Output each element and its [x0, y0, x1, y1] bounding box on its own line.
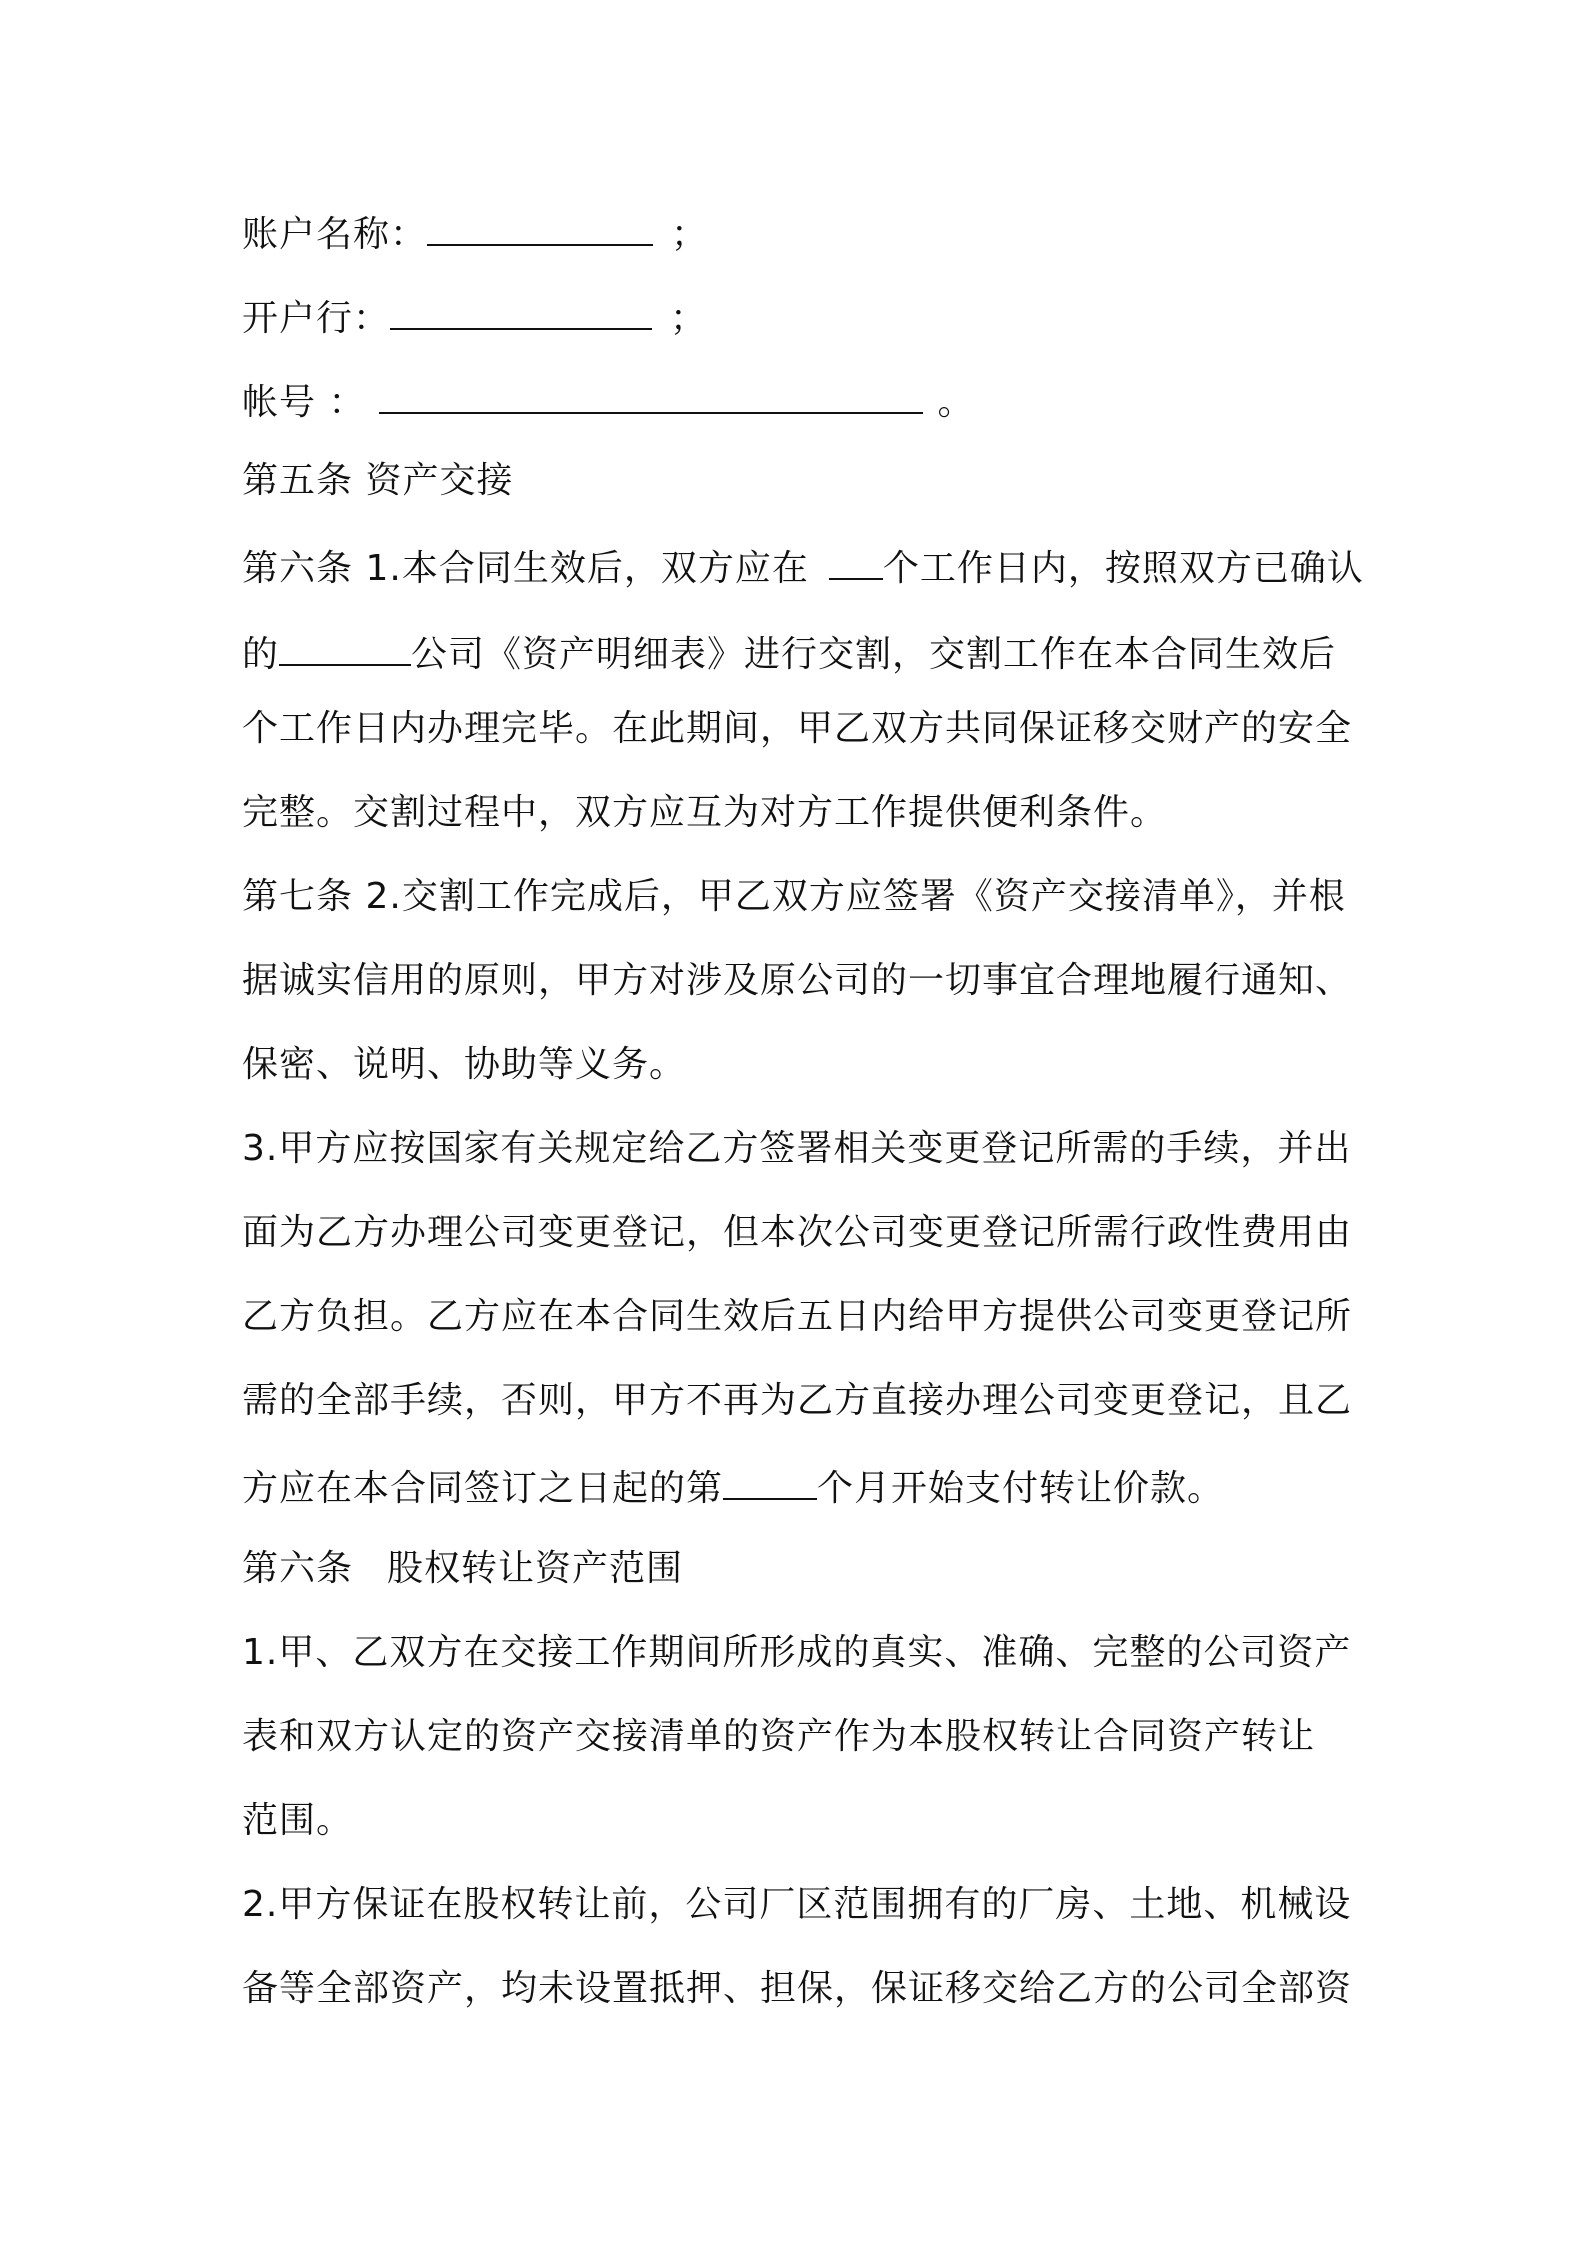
article6b-c2-text2: 备等全部资产，均未设置抵押、担保，保证移交给乙方的公司全部资	[242, 1968, 1353, 2009]
account-number-end: 。	[937, 382, 975, 423]
article6a-line2	[242, 626, 1336, 676]
account-name-end: ；	[671, 214, 709, 255]
article5-line	[242, 456, 513, 506]
article6a-line3	[242, 704, 1352, 754]
article6a-text2a: 的	[242, 634, 280, 675]
article5-heading: 第五条	[242, 460, 354, 501]
article6b-line	[242, 1544, 683, 1594]
clause3-line4	[242, 1376, 1352, 1426]
account-name-label: 账户名称：	[242, 214, 428, 255]
clause3-text5a: 方应在本合同签订之日起的第	[242, 1468, 724, 1509]
account-number-blank	[379, 374, 923, 414]
workdays-blank	[829, 540, 883, 580]
article6a-text4: 完整。交割过程中，双方应互为对方工作提供便利条件。	[242, 792, 1168, 833]
article6b-c1-line1	[242, 1628, 1351, 1678]
article6b-c1-text2: 表和双方认定的资产交接清单的资产作为本股权转让合同资产转让	[242, 1716, 1316, 1757]
bank-end: ；	[670, 298, 708, 339]
article7-text1: 2.交割工作完成后，甲乙双方应签署《资产交接清单》，并根	[365, 876, 1346, 917]
clause3-text1: 3.甲方应按国家有关规定给乙方签署相关变更登记所需的手续，并出	[242, 1128, 1352, 1169]
article6a-line1	[242, 540, 1364, 590]
article6a-text1b: 个工作日内，按照双方已确认	[882, 548, 1364, 589]
clause3-line3	[242, 1292, 1352, 1342]
article6b-c2-line2	[242, 1964, 1352, 2014]
bank-label: 开户行：	[242, 298, 391, 339]
article6a-text3: 个工作日内办理完毕。在此期间，甲乙双方共同保证移交财产的安全	[242, 708, 1353, 749]
article6b-c1-text3: 范围。	[242, 1800, 354, 1841]
bank-blank	[390, 290, 652, 330]
clause3-line1	[242, 1124, 1351, 1174]
article6b-c1-line2	[242, 1712, 1315, 1762]
article6b-c1-text1: 1.甲、乙双方在交接工作期间所形成的真实、准确、完整的公司资产	[242, 1632, 1352, 1673]
account-number-label: 帐号 ：	[242, 382, 366, 423]
article6b-title: 股权转让资产范围	[387, 1548, 684, 1589]
article6a-text2b: 公司《资产明细表》进行交割，交割工作在本合同生效后	[411, 634, 1337, 675]
article7-text2: 据诚实信用的原则，甲方对涉及原公司的一切事宜合理地履行通知、	[242, 960, 1353, 1001]
clause3-text3: 乙方负担。乙方应在本合同生效后五日内给甲方提供公司变更登记所	[242, 1296, 1353, 1337]
clause3-text5b: 个月开始支付转让价款。	[817, 1468, 1225, 1509]
clause3-text2: 面为乙方办理公司变更登记，但本次公司变更登记所需行政性费用由	[242, 1212, 1353, 1253]
article6a-heading: 第六条	[242, 548, 354, 589]
article7-heading: 第七条	[242, 876, 354, 917]
clause3-text4: 需的全部手续，否则，甲方不再为乙方直接办理公司变更登记，且乙	[242, 1380, 1353, 1421]
article6b-heading: 第六条	[242, 1548, 354, 1589]
clause3-line5	[242, 1460, 1224, 1510]
article5-title: 资产交接	[365, 460, 514, 501]
account-number-line	[242, 374, 974, 424]
account-name-blank	[427, 206, 653, 246]
article6b-c2-line1	[242, 1880, 1351, 1930]
clause3-line2	[242, 1208, 1352, 1258]
article7-text3: 保密、说明、协助等义务。	[242, 1044, 687, 1085]
bank-line	[242, 290, 707, 340]
account-name-line	[242, 206, 708, 256]
article6a-line4	[242, 788, 1167, 838]
article7-line1	[242, 872, 1346, 922]
article7-line2	[242, 956, 1352, 1006]
article6a-text1a: 1.本合同生效后，双方应在	[365, 548, 809, 589]
company-blank	[279, 626, 411, 666]
month-blank	[723, 1460, 817, 1500]
article6b-c2-text1: 2.甲方保证在股权转让前，公司厂区范围拥有的厂房、土地、机械设	[242, 1884, 1352, 1925]
article7-line3	[242, 1040, 686, 1090]
article6b-c1-line3	[242, 1796, 353, 1846]
